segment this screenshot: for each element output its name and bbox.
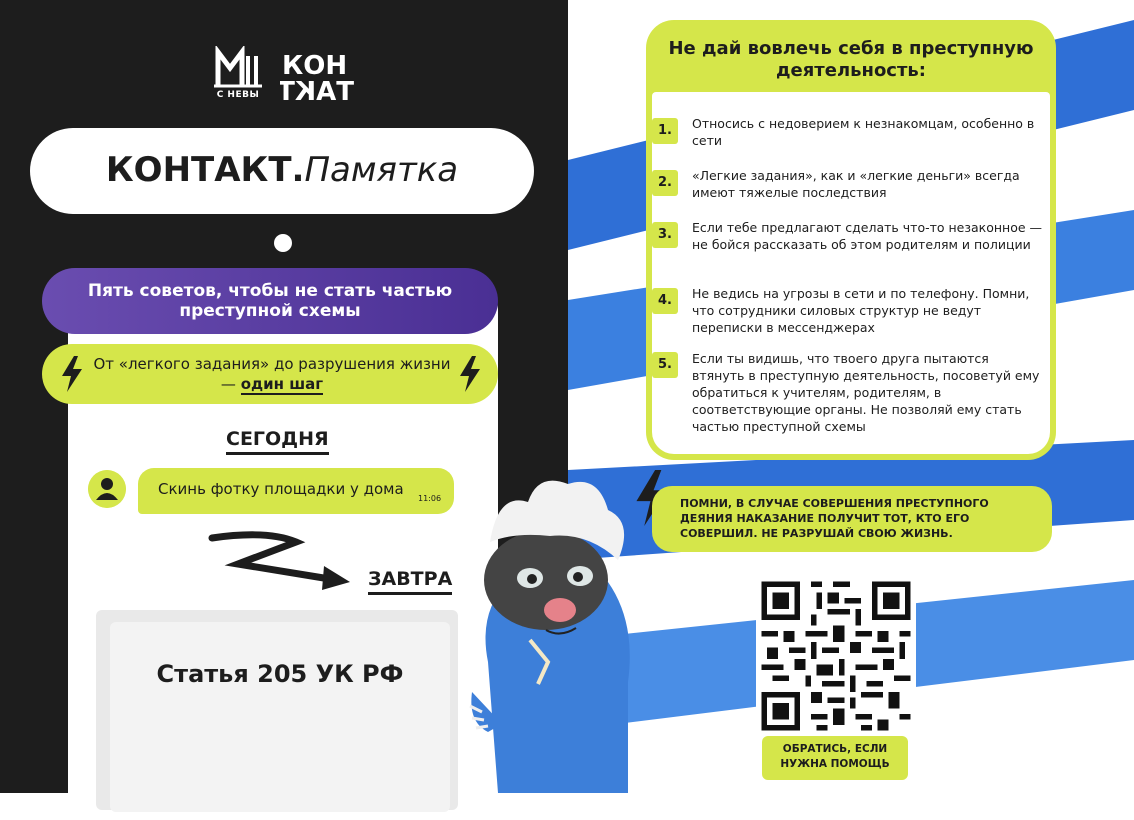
- kontakt-logo: [280, 48, 360, 104]
- warning-banner-emph: один шаг: [240, 375, 324, 393]
- tip-text: Если ты видишь, что твоего друга пытаются втянуть в преступную деятельность, посоветуй ему обратиться к учителям, родителям, в соответствующие органы. Не позволяй ему стать частью преступной схемы: [692, 351, 1040, 434]
- tip-number: 4.: [652, 288, 678, 314]
- user-avatar-icon: [88, 470, 126, 508]
- lightning-icon: [456, 356, 484, 392]
- chat-message-text: Скинь фотку площадки у дома: [158, 480, 404, 498]
- svg-text:ТАКТ: ТАКТ: [280, 77, 354, 104]
- tomorrow-label: ЗАВТРА: [368, 568, 452, 595]
- article-label: Статья 205 УК РФ: [156, 660, 404, 688]
- page-title-bold: КОНТАКТ.: [105, 150, 305, 190]
- tip-number: 2.: [652, 170, 678, 196]
- lightning-icon: [58, 356, 86, 392]
- chat-message-time: 11:06: [418, 494, 442, 503]
- tip-text: Относись с недоверием к незнакомцам, особенно в сети: [692, 116, 1035, 148]
- tip-text: «Легкие задания», как и «легкие деньги» всегда имеют тяжелые последствия: [692, 168, 1020, 200]
- svg-text:КОН: КОН: [282, 51, 348, 81]
- phone-camera-dot: [274, 234, 292, 252]
- tip-number: 5.: [652, 352, 678, 378]
- tip-number: 3.: [652, 222, 678, 248]
- kontakt-logo-icon: [280, 48, 360, 104]
- tips-title: Не дай вовлечь себя в преступную деятельность:: [668, 38, 1034, 81]
- tip-text: Не ведись на угрозы в сети и по телефону. Помни, что сотрудники силовых структур не ведут переписки в мессенджерах: [692, 286, 1030, 335]
- logo-subtitle: С НЕВЫ: [216, 90, 260, 100]
- page-title: [30, 150, 534, 190]
- today-label: СЕГОДНЯ: [226, 428, 329, 455]
- warning-banner-text: [92, 354, 452, 394]
- warning-banner-part1: От «легкого задания» до разрушения жизни —: [93, 355, 451, 393]
- tips-banner-text: Пять советов, чтобы не стать частью преступной схемы: [87, 281, 453, 321]
- zigzag-arrow-icon: [208, 528, 358, 594]
- document-sheet: [110, 622, 450, 812]
- page-title-italic: Памятка: [304, 150, 459, 190]
- qr-code-icon[interactable]: [756, 576, 916, 736]
- warning-text: ПОМНИ, В СЛУЧАЕ СОВЕРШЕНИЯ ПРЕСТУПНОГО ДЕЯНИЯ НАКАЗАНИЕ ПОЛУЧИТ ТОТ, КТО ЕГО СОВЕРШИЛ. НЕ РАЗРУШАЙ СВОЮ ЖИЗНЬ.: [680, 497, 989, 540]
- tip-text: Если тебе предлагают сделать что-то незаконное — не бойся рассказать об этом родителям и полиции: [692, 220, 1043, 252]
- tip-number: 1.: [652, 118, 678, 144]
- mascot-illustration: [468, 462, 638, 793]
- help-text: ОБРАТИСЬ, ЕСЛИ НУЖНА ПОМОЩЬ: [780, 743, 890, 770]
